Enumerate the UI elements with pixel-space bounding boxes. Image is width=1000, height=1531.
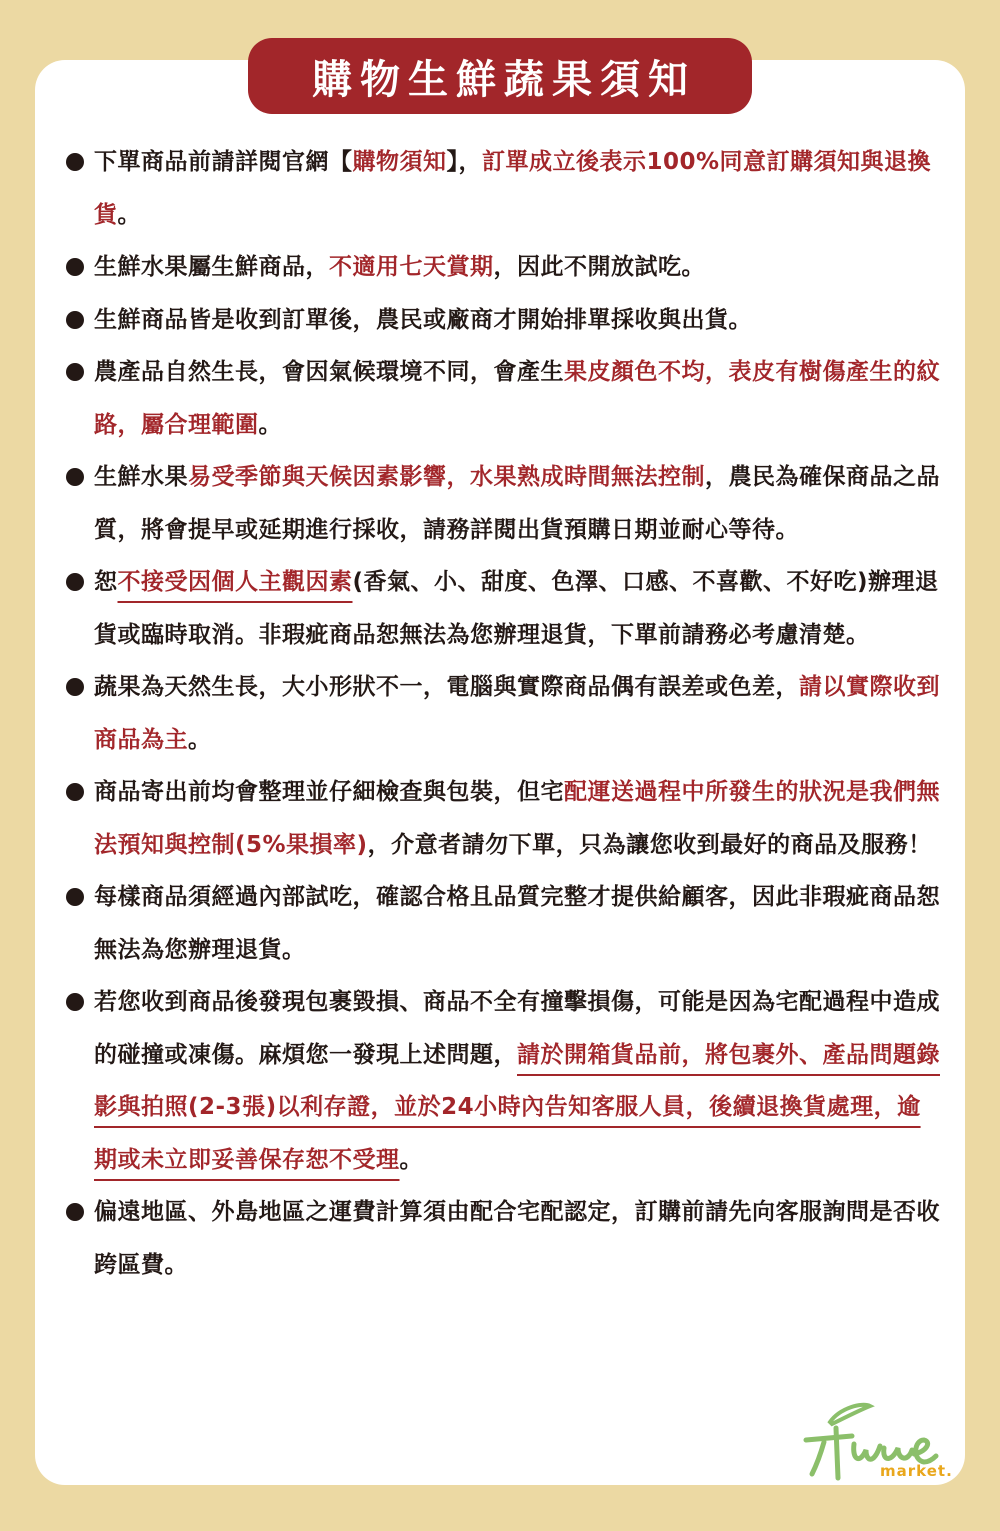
notice-item [62,1186,942,1291]
bullet-icon [66,258,84,276]
notice-highlight: 不適用七天賞期 [329,254,494,280]
notice-text: 若您收到商品後發現包裹毀損、商品不全有撞擊損傷，可能是因為宅配過程中造成的碰撞或凍傷。麻煩您一發現上述問題， [94,989,940,1068]
notice-highlight: 請以實際收到商品為主 [94,674,940,753]
notice-text: 。 [188,726,212,753]
notice-highlight: 配運送過程中所發生的狀況是我們無法預知與控制(5%果損率) [94,779,940,858]
bullet-icon [66,1203,84,1221]
bullet-icon [66,468,84,486]
notice-text: 。 [258,411,282,438]
notice-text: 下單商品前請詳閱官網【 [94,149,353,175]
notice-item [62,241,942,294]
notice-highlight: 訂單成立後表示100%同意訂購須知與退換貨 [94,149,932,228]
notice-item [62,661,942,766]
notice-item [62,136,942,241]
notice-text: 每樣商品須經過內部試吃，確認合格且品質完整才提供給顧客，因此非瑕疵商品恕無法為您辦理退貨。 [94,884,940,963]
notice-text: 蔬果為天然生長，大小形狀不一，電腦與實際商品偶有誤差或色差， [94,674,799,700]
logo-subtext: market. [880,1462,953,1480]
notice-text: 。 [117,201,141,228]
bullet-icon [66,363,84,381]
notice-text: 生鮮水果 [94,464,188,490]
notice-text: 偏遠地區、外島地區之運費計算須由配合宅配認定，訂購前請先向客服詢問是否收跨區費。 [94,1199,940,1278]
notice-item [62,451,942,556]
notice-list [62,136,942,1291]
notice-highlight: 請於開箱貨品前，將包裹外、產品問題錄影與拍照(2-3張)以利存證，並於24小時內告知客服人員，後續退換貨處理，逾期或未立即妥善保存恕不受理 [94,1041,940,1173]
notice-item [62,556,942,661]
bullet-icon [66,783,84,801]
notice-text: 商品寄出前均會整理並仔細檢查與包裝，但宅 [94,779,564,805]
notice-item [62,871,942,976]
bullet-icon [66,153,84,171]
notice-text: 生鮮商品皆是收到訂單後，農民或廠商才開始排單採收與出貨。 [94,306,752,333]
notice-text: 。 [399,1146,423,1173]
notice-text: 恕 [94,569,118,595]
notice-highlight: 不接受因個人主觀因素 [117,569,353,595]
notice-text: ，農民為確保商品之品質，將會提早或延期進行採收，請務詳閱出貨預購日期並耐心等待。 [94,464,940,543]
notice-text: 農產品自然生長，會因氣候環境不同，會產生 [94,359,564,385]
notice-text: 】， [446,149,482,175]
notice-item [62,976,942,1186]
notice-text: ，因此不開放試吃。 [493,254,705,280]
page-title: 購物生鮮蔬果須知 [248,38,752,114]
notice-item [62,294,942,347]
bullet-icon [66,678,84,696]
notice-highlight: 果皮顏色不均，表皮有樹傷產生的紋路，屬合理範圍 [94,359,940,438]
notice-item [62,766,942,871]
bullet-icon [66,993,84,1011]
bullet-icon [66,888,84,906]
notice-highlight: 購物須知 [352,149,447,175]
notice-highlight: 易受季節與天候因素影響，水果熟成時間無法控制 [188,464,705,490]
notice-text: (香氣、小、甜度、色澤、口感、不喜歡、不好吃)辦理退貨或臨時取消。非瑕疵商品恕無法為您辦理退貨，下單前請務必考慮清楚。 [94,569,939,648]
bullet-icon [66,573,84,591]
bullet-icon [66,311,84,329]
notice-text: 生鮮水果屬生鮮商品， [94,254,329,280]
notice-item [62,346,942,451]
notice-text: ，介意者請勿下單，只為讓您收到最好的商品及服務！ [367,831,932,858]
